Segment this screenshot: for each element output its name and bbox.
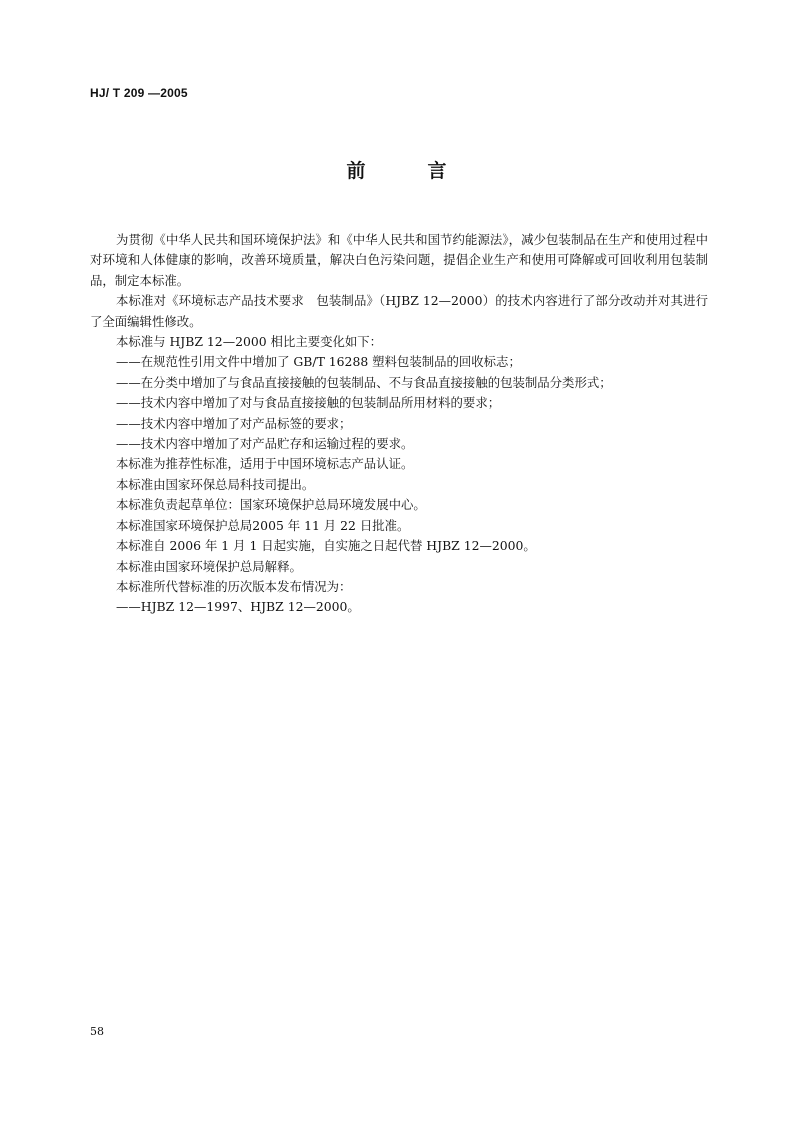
page-title: 前言 (346, 160, 509, 182)
paragraph-history-intro: 本标准所代替标准的历次版本发布情况为： (116, 578, 352, 594)
list-item-change: ——在分类中增加了与食品直接接触的包装制品、不与食品直接接触的包装制品分类形式； (116, 374, 612, 390)
list-item-history: ——HJBZ 12—1997、HJBZ 12—2000。 (116, 599, 360, 615)
standard-code-header: HJ/ T 209 —2005 (90, 86, 188, 100)
paragraph-proposer: 本标准由国家环保总局科技司提出。 (116, 476, 315, 492)
list-item-change: ——技术内容中增加了对产品标签的要求； (116, 415, 352, 431)
foreword-body (90, 230, 708, 618)
paragraph-effective-date: 本标准自 2006 年 1 月 1 日起实施，自实施之日起代替 HJBZ 12—2000。 (116, 538, 536, 554)
paragraph-interpretation: 本标准由国家环境保护总局解释。 (116, 558, 302, 574)
paragraph-approval-date: 本标准国家环境保护总局2005 年 11 月 22 日批准。 (116, 517, 410, 533)
paragraph-revision: 本标准对《环境标志产品技术要求 包装制品》（HJBZ 12—2000）的技术内容进行了部分改动并对其进行了全面编辑性修改。 (90, 293, 708, 329)
list-item-change: ——技术内容中增加了对与食品直接接触的包装制品所用材料的要求； (116, 395, 501, 411)
list-item-change: ——在规范性引用文件中增加了 GB/T 16288 塑料包装制品的回收标志； (116, 354, 521, 370)
paragraph-changes-intro: 本标准与 HJBZ 12—2000 相比主要变化如下： (116, 334, 383, 350)
paragraph-scope: 本标准为推荐性标准，适用于中国环境标志产品认证。 (116, 456, 414, 472)
page-number: 58 (90, 1025, 104, 1038)
list-item-change: ——技术内容中增加了对产品贮存和运输过程的要求。 (116, 436, 414, 452)
paragraph-drafting-unit: 本标准负责起草单位：国家环境保护总局环境发展中心。 (116, 497, 426, 513)
paragraph-purpose: 为贯彻《中华人民共和国环境保护法》和《中华人民共和国节约能源法》，减少包装制品在生产和使用过程中对环境和人体健康的影响，改善环境质量，解决白色污染问题，提倡企业生产和使用可降解或可回收利用包装制品，制定本标准。 (90, 232, 708, 288)
